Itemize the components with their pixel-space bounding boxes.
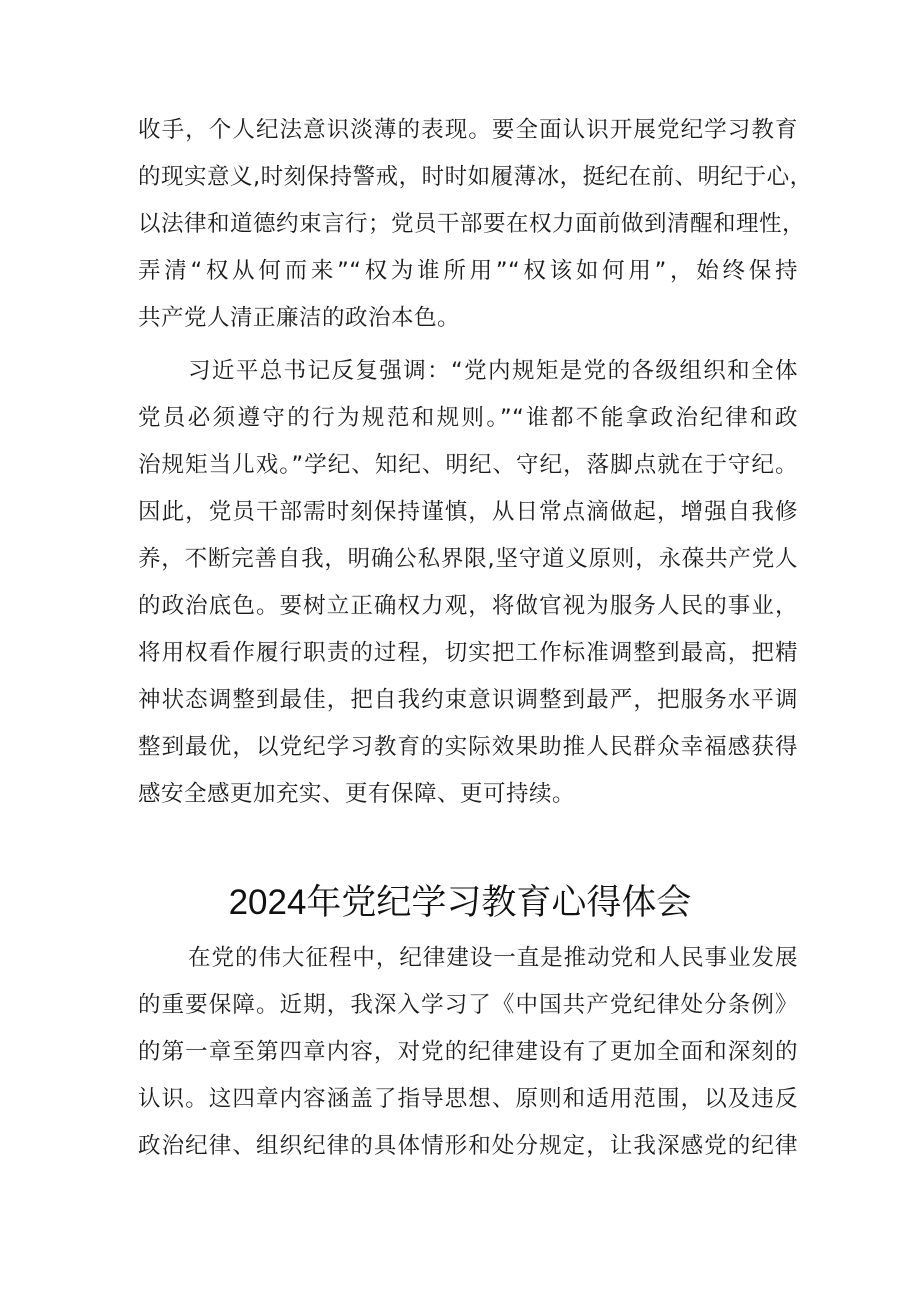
text-line: 的重要保障。近期，我深入学习了《中国共产党纪律处分条例》: [138, 992, 798, 1018]
text-line: 治规矩当儿戏。”学纪、知纪、明纪、守纪，落脚点就在于守纪。: [138, 452, 798, 478]
paragraph-xi-quote: [138, 348, 798, 818]
text-line: 以法律和道德约束言行；党员干部要在权力面前做到清醒和理性，: [138, 211, 806, 237]
paragraph-intro: [138, 935, 798, 1170]
text-line: 党员必须遵守的行为规范和规则。”“谁都不能拿政治纪律和政: [138, 405, 798, 431]
section-title: 2024年党纪学习教育心得体会: [228, 883, 692, 922]
text-line: 弄清“权从何而来”“权为谁所用”“权该如何用”，始终保持: [138, 258, 798, 284]
text-line: 将用权看作履行职责的过程，切实把工作标准调整到最高，把精: [138, 640, 798, 666]
text-line: 的现实意义,时刻保持警戒，时时如履薄冰，挺纪在前、明纪于心，: [138, 164, 813, 190]
text-line: 收手，个人纪法意识淡薄的表现。要全面认识开展党纪学习教育: [138, 117, 798, 143]
text-line: 养，不断完善自我，明确公私界限,坚守道义原则，永葆共产党人: [138, 546, 798, 572]
text-line: 习近平总书记反复强调：“党内规矩是党的各级组织和全体: [188, 358, 798, 384]
text-line: 整到最优，以党纪学习教育的实际效果助推人民群众幸福感获得: [138, 734, 798, 760]
text-line: 共产党人清正廉洁的政治本色。: [138, 305, 461, 331]
text-line: 感安全感更加充实、更有保障、更可持续。: [138, 781, 576, 807]
text-line: 的政治底色。要树立正确权力观，将做官视为服务人民的事业，: [138, 593, 798, 619]
text-line: 在党的伟大征程中，纪律建设一直是推动党和人民事业发展: [188, 945, 798, 971]
text-line: 神状态调整到最佳，把自我约束意识调整到最严，把服务水平调: [138, 687, 798, 713]
text-line: 认识。这四章内容涵盖了指导思想、原则和适用范围，以及违反: [138, 1086, 798, 1112]
text-line: 政治纪律、组织纪律的具体情形和处分规定，让我深感党的纪律: [138, 1133, 798, 1159]
text-line: 因此，党员干部需时刻保持谨慎，从日常点滴做起，增强自我修: [138, 499, 798, 525]
text-line: 的第一章至第四章内容，对党的纪律建设有了更加全面和深刻的: [138, 1039, 798, 1065]
paragraph-continued: [138, 107, 813, 342]
